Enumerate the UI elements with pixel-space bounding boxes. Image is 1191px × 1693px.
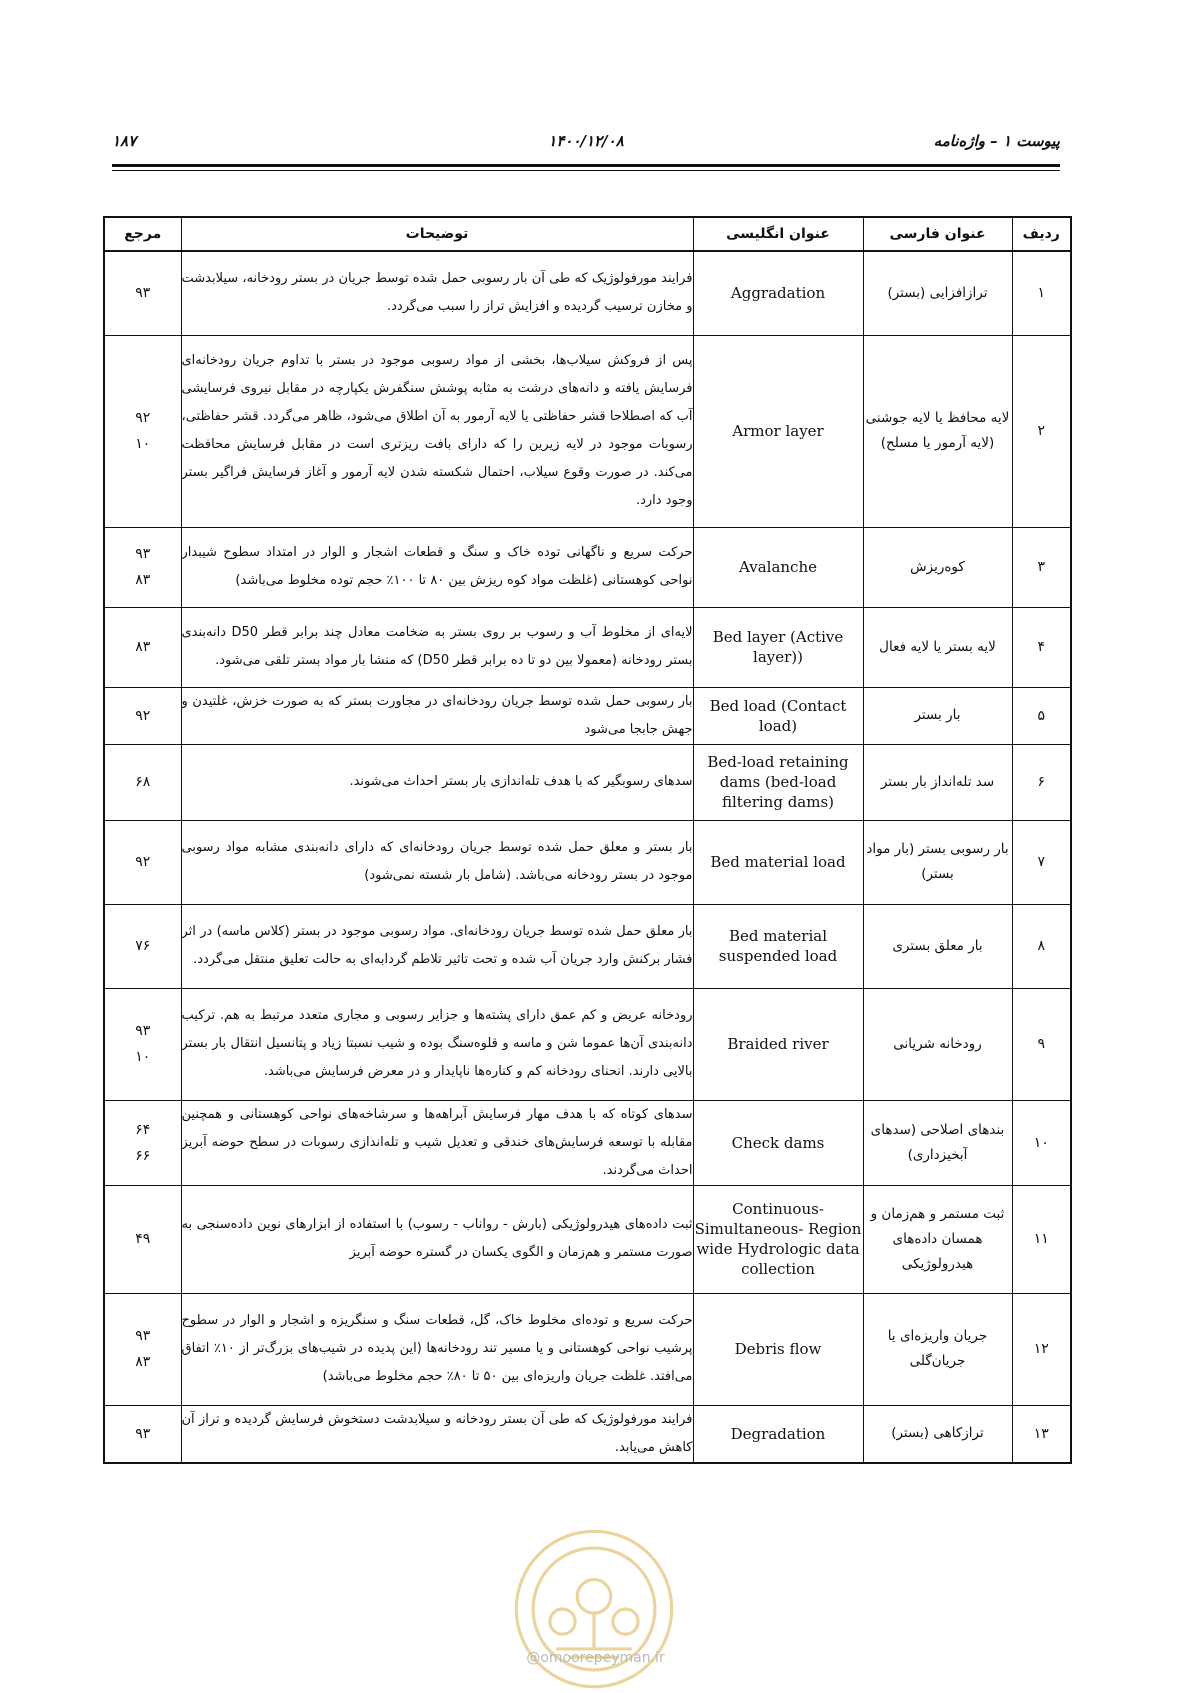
persian-title: ترازکاهی (بستر)	[863, 1405, 1012, 1463]
reference-number: ۹۳	[135, 1425, 151, 1442]
reference-number: ۱۰	[135, 436, 151, 452]
table-row	[104, 1405, 1071, 1463]
reference-number: ۹۳	[135, 1023, 151, 1039]
row-number: ۱۲	[1012, 1293, 1071, 1405]
row-number: ۱۳	[1012, 1405, 1071, 1463]
reference	[104, 335, 181, 527]
table-row	[104, 335, 1071, 527]
reference	[104, 904, 181, 988]
english-title: Bed-load retaining dams (bed-load filtering dams)	[693, 744, 863, 820]
row-number: ۲	[1012, 335, 1071, 527]
table-row	[104, 607, 1071, 687]
row-number: ۱	[1012, 251, 1071, 335]
glossary-table	[103, 216, 1072, 1464]
description: پس از فروکش سیلاب‌ها، بخشی از مواد رسوبی موجود در بستر با تداوم جریان رودخانه‌ای فرسایش یافته و دانه‌های درشت به مثابه پوشش سنگفرش یکپارچه در مقابل نیروی فرسایشی آب که اصطلاحا قشر حفاظتی یا لایه آرمور به آن اطلاق می‌شود، ظاهر می‌گردد. قشر حفاظتی، رسوبات موجود در لایه زیرین را که دارای بافت ریزتری است در مقابل فرسایش محافظت می‌کند. در صورت وقوع سیلاب، احتمال شکسته شدن لایه آرمور و آغاز فرسایش فراگیر بستر وجود دارد.	[181, 335, 693, 527]
reference-number: ۸۳	[135, 1354, 151, 1370]
table-row	[104, 527, 1071, 607]
page-header	[112, 126, 1060, 156]
description: بار معلق حمل شده توسط جریان رودخانه‌ای. مواد رسوبی موجود در بستر (کلاس ماسه) در اثر فشار برکنش وارد جریان آب شده و تحت تاثیر تلاطم گردابه‌ای به حالت تعلیق منتقل می‌گردد.	[181, 904, 693, 988]
persian-title: بندهای اصلاحی (سدهای آبخیزداری)	[863, 1100, 1012, 1185]
header-rule-thin	[112, 170, 1060, 171]
description: سدهای رسوبگیر که با هدف تله‌اندازی بار بستر احداث می‌شوند.	[181, 744, 693, 820]
reference-number: ۹۳	[135, 285, 151, 302]
table-row	[104, 904, 1071, 988]
persian-title: لایه بستر یا لایه فعال	[863, 607, 1012, 687]
row-number: ۴	[1012, 607, 1071, 687]
table-row	[104, 251, 1071, 335]
table-row	[104, 687, 1071, 744]
description: حرکت سریع و توده‌ای مخلوط خاک، گل، قطعات سنگ و سنگریزه و اشجار و الوار در سطوح پرشیب نواحی کوهستانی و یا مسیر تند رودخانه‌ها (این پدیده در شیب‌های بزرگ‌تر از ۱۰٪ اتفاق می‌افتد. غلظت جریان واریزه‌ای بین ۵۰ تا ۸۰٪ حجم مخلوط می‌باشد)	[181, 1293, 693, 1405]
english-title: Aggradation	[693, 251, 863, 335]
column-header-row-number: ردیف	[1012, 217, 1071, 251]
reference	[104, 607, 181, 687]
english-title: Continuous-Simultaneous- Region wide Hydrologic data collection	[693, 1185, 863, 1293]
description: بار بستر و معلق حمل شده توسط جریان رودخانه‌ای که دارای دانه‌بندی مشابه مواد رسوبی موجود در بستر رودخانه می‌باشد. (شامل بار شسته نمی‌شود)	[181, 820, 693, 904]
persian-title: ثبت مستمر و هم‌زمان و همسان داده‌های هیدرولوژیکی	[863, 1185, 1012, 1293]
reference-number: ۶۸	[135, 774, 151, 790]
english-title: Bed material load	[693, 820, 863, 904]
persian-title: بار رسوبی بستر (بار مواد بستر)	[863, 820, 1012, 904]
row-number: ۵	[1012, 687, 1071, 744]
reference-number: ۶۴	[135, 1121, 151, 1138]
header-date: ۱۴۰۰/۱۲/۰۸	[548, 132, 624, 150]
english-title: Armor layer	[693, 335, 863, 527]
row-number: ۸	[1012, 904, 1071, 988]
reference-number: ۹۲	[135, 854, 151, 870]
reference	[104, 1405, 181, 1463]
row-number: ۱۰	[1012, 1100, 1071, 1185]
row-number: ۷	[1012, 820, 1071, 904]
english-title: Debris flow	[693, 1293, 863, 1405]
reference-number: ۸۳	[135, 639, 151, 655]
table-row	[104, 988, 1071, 1100]
reference	[104, 1100, 181, 1185]
watermark-seal-icon	[510, 1525, 678, 1693]
watermark-url: @omoorepeyman.ir	[526, 1650, 665, 1666]
page-number: ۱۸۷	[112, 132, 137, 150]
persian-title: کوه‌ریزش	[863, 527, 1012, 607]
table-row	[104, 1100, 1071, 1185]
column-header-description: توضیحات	[181, 217, 693, 251]
english-title: Braided river	[693, 988, 863, 1100]
persian-title: جریان واریزه‌ای یا جریان‌گلی	[863, 1293, 1012, 1405]
reference-number: ۸۳	[135, 572, 151, 588]
row-number: ۶	[1012, 744, 1071, 820]
persian-title: بار معلق بستری	[863, 904, 1012, 988]
reference-number: ۹۳	[135, 1328, 151, 1344]
row-number: ۹	[1012, 988, 1071, 1100]
reference-number: ۷۶	[135, 938, 151, 954]
reference	[104, 820, 181, 904]
column-header-persian-title: عنوان فارسی	[863, 217, 1012, 251]
reference	[104, 744, 181, 820]
persian-title: سد تله‌انداز بار بستر	[863, 744, 1012, 820]
table-row	[104, 744, 1071, 820]
description: فرایند مورفولوژیک که طی آن بار رسوبی حمل شده توسط جریان در بستر رودخانه، سیلابدشت و مخازن ترسیب گردیده و افزایش تراز را سبب می‌گردد.	[181, 251, 693, 335]
table-row	[104, 1185, 1071, 1293]
english-title: Check dams	[693, 1100, 863, 1185]
reference-number: ۹۲	[135, 410, 151, 426]
description: بار رسوبی حمل شده توسط جریان رودخانه‌ای در مجاورت بستر که به صورت خزش، غلتیدن و جهش جابجا می‌شود	[181, 687, 693, 744]
description: لایه‌ای از مخلوط آب و رسوب بر روی بستر به ضخامت معادل چند برابر قطر D50 دانه‌بندی بستر رودخانه (معمولا بین دو تا ده برابر قطر D50) که منشا بار مواد بستر تلقی می‌شود.	[181, 607, 693, 687]
description: حرکت سریع و ناگهانی توده خاک و سنگ و قطعات اشجار و الوار در امتداد سطوح شیبدار نواحی کوهستانی (غلظت مواد کوه ریزش بین ۸۰ تا ۱۰۰٪ حجم توده مخلوط می‌باشد)	[181, 527, 693, 607]
column-header-english-title: عنوان انگلیسی	[693, 217, 863, 251]
reference	[104, 988, 181, 1100]
reference-number: ۴۹	[135, 1231, 151, 1247]
header-rule-thick	[112, 164, 1060, 167]
english-title: Degradation	[693, 1405, 863, 1463]
persian-title: ترازافزایی (بستر)	[863, 251, 1012, 335]
reference	[104, 687, 181, 744]
glossary-body	[104, 251, 1071, 1463]
reference	[104, 527, 181, 607]
column-header-reference: مرجع	[104, 217, 181, 251]
section-title: پیوست ۱ – واژه‌نامه	[933, 132, 1060, 150]
reference	[104, 1293, 181, 1405]
row-number: ۱۱	[1012, 1185, 1071, 1293]
description: رودخانه عریض و کم عمق دارای پشته‌ها و جزایر رسوبی و مجاری متعدد مرتبط به هم. ترکیب دانه‌بندی آن‌ها عموما شن و ماسه و قلوه‌سنگ بوده و شیب نسبتا زیاد و پتانسیل انتقال بار بستر بالایی دارند. انحنای رودخانه کم و کناره‌ها ناپایدار و در معرض فرسایش می‌باشد.	[181, 988, 693, 1100]
reference-number: ۹۳	[135, 546, 151, 562]
table-row	[104, 820, 1071, 904]
persian-title: بار بستر	[863, 687, 1012, 744]
english-title: Bed load (Contact load)	[693, 687, 863, 744]
english-title: Avalanche	[693, 527, 863, 607]
reference	[104, 251, 181, 335]
reference-number: ۹۲	[135, 707, 151, 724]
reference-number: ۱۰	[135, 1049, 151, 1065]
description: فرایند مورفولوژیک که طی آن بستر رودخانه و سیلابدشت دستخوش فرسایش گردیده و تراز آن کاهش می‌یابد.	[181, 1405, 693, 1463]
table-header-row	[104, 217, 1071, 251]
table-row	[104, 1293, 1071, 1405]
row-number: ۳	[1012, 527, 1071, 607]
reference	[104, 1185, 181, 1293]
description: سدهای کوتاه که با هدف مهار فرسایش آبراهه‌ها و سرشاخه‌های نواحی کوهستانی و همچنین مقابله با توسعه فرسایش‌های خندقی و تعدیل شیب و تله‌اندازی رسوبات در سطح حوضه آبریز احداث می‌گردند.	[181, 1100, 693, 1185]
description: ثبت داده‌های هیدرولوژیکی (بارش - رواناب - رسوب) با استفاده از ابزارهای نوین داده‌سنجی به صورت مستمر و هم‌زمان و الگوی یکسان در گستره حوضه آبریز	[181, 1185, 693, 1293]
persian-title: لایه محافظ یا لایه جوشنی (لایه آرمور یا مسلح)	[863, 335, 1012, 527]
reference-number: ۶۶	[135, 1147, 151, 1164]
english-title: Bed layer (Active layer))	[693, 607, 863, 687]
persian-title: رودخانه شریانی	[863, 988, 1012, 1100]
english-title: Bed material suspended load	[693, 904, 863, 988]
